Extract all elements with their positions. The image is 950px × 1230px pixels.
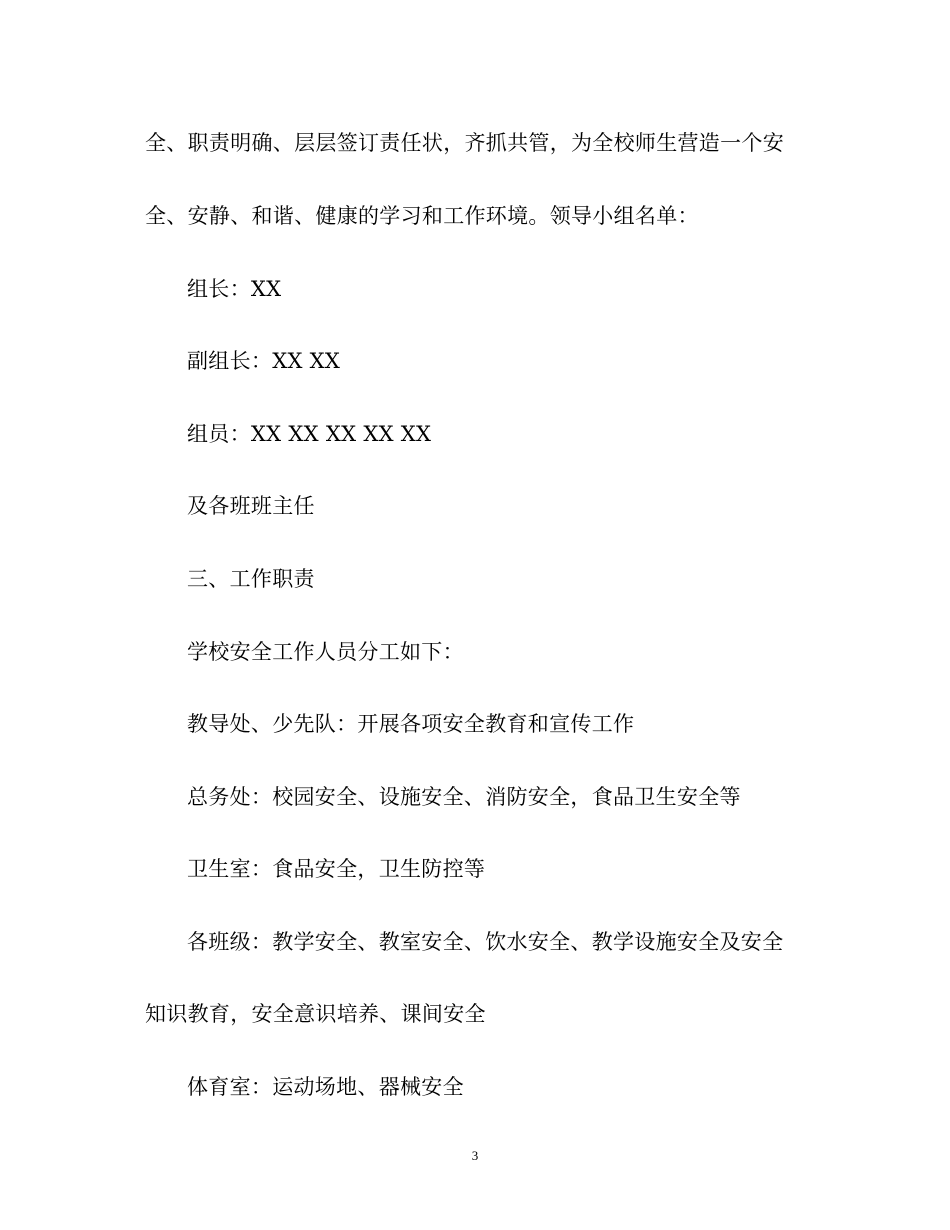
members-line: 组员：XX XX XX XX XX (187, 422, 432, 446)
duty-line: 各班级：教学安全、教室安全、饮水安全、教学设施安全及安全 (187, 930, 784, 954)
team-leader-line: 组长：XX (187, 277, 282, 301)
duty-line: 总务处：校园安全、设施安全、消防安全，食品卫生安全等 (187, 785, 741, 809)
class-teachers-line: 及各班班主任 (187, 494, 315, 518)
duty-line: 体育室：运动场地、器械安全 (187, 1075, 464, 1099)
page-number: 3 (471, 1148, 479, 1163)
duty-line: 教导处、少先队：开展各项安全教育和宣传工作 (187, 712, 635, 736)
duty-line: 卫生室：食品安全，卫生防控等 (187, 857, 486, 881)
deputy-leader-line: 副组长：XX XX (187, 349, 341, 373)
duty-line-continuation: 知识教育，安全意识培养、课间安全 (145, 1002, 486, 1026)
body-text-line: 全、安静、和谐、健康的学习和工作环境。领导小组名单： (145, 204, 699, 228)
body-text-line: 学校安全工作人员分工如下： (187, 640, 464, 664)
body-text-line: 全、职责明确、层层签订责任状，齐抓共管，为全校师生营造一个安 (145, 131, 784, 155)
section-heading: 三、工作职责 (187, 567, 315, 591)
